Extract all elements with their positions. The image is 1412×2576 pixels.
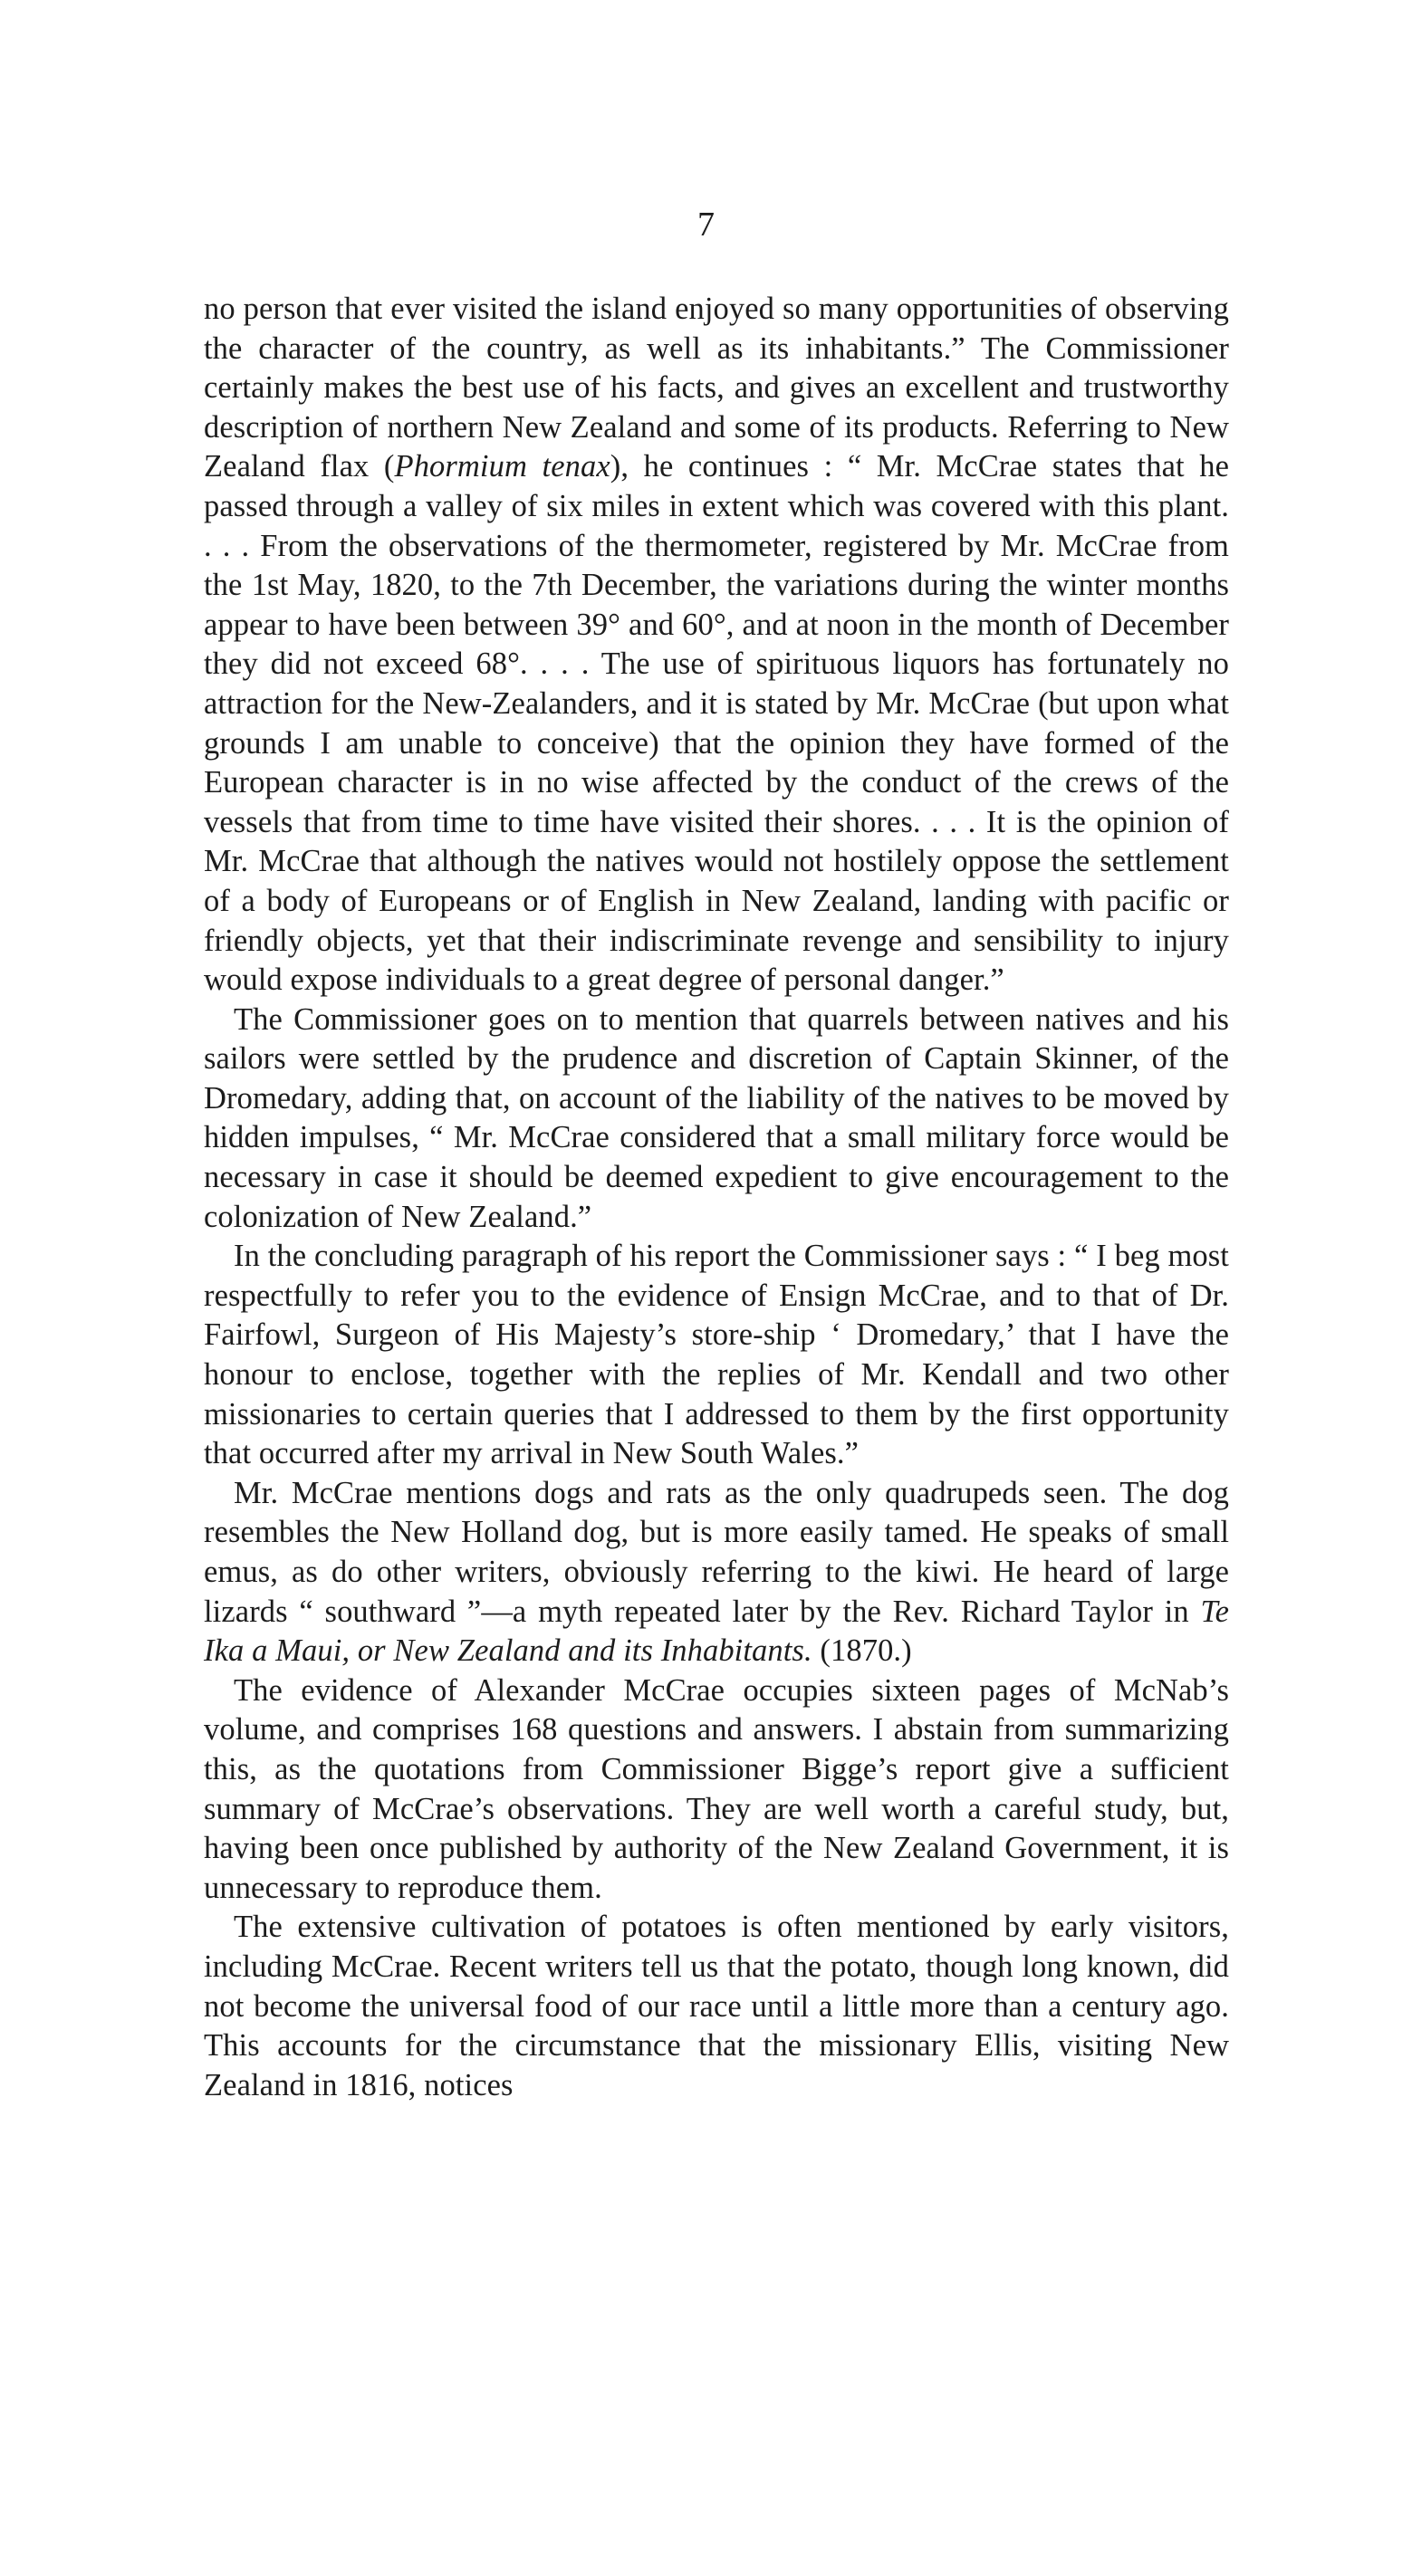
text-run: ), he continues : “ Mr. McCrae states that he passed through a valley of six miles in extent which was covered with this plant. . . . From the observations of the thermometer, registered by Mr. McCrae from the 1st May, 1820, to the 7th December, the variations during the winter months appear to have been between 39° and 60°, and at noon in the month of December they did not exceed 68°. . . . The use of spirituous liquors has fortunately no attraction for the New-Zealanders, and it is stated by Mr. McCrae (but upon what grounds I am unable to conceive) that the opinion they have formed of the European character is in no wise affected by the conduct of the crews of the vessels that from time to time have visited their shores. . . . It is the opinion of Mr. McCrae that although the natives would not hostilely oppose the settlement of a body of Europeans or of English in New Zealand, landing with pacific or friendly objects, yet that their indiscriminate revenge and sensibility to injury would expose individuals to a great degree of personal danger.” — [204, 449, 1229, 998]
paragraph — [204, 290, 1229, 1001]
text-run: no person that ever visited the island enjoyed so many opportunities of observing the character of the country, as well as its inhabitants.” The Commissioner certainly makes the best use of his facts, and gives an excellent and trustworthy description of northern New Zealand and some of its products. Referring to New Zealand flax ( — [204, 292, 1229, 484]
italic-text-run: Te Ika a Maui, or New Zealand and its Inhabitants. — [204, 1594, 1229, 1669]
paragraph — [204, 1001, 1229, 1238]
text-run: (1870.) — [812, 1633, 912, 1669]
paragraph — [204, 1237, 1229, 1474]
italic-text-run: Phormium tenax — [394, 449, 610, 484]
text-run: Mr. McCrae mentions dogs and rats as the only quadrupeds seen. The dog resembles the New Holland dog, but is more easily tamed. He speaks of small emus, as do other writers, obviously referring to the kiwi. He heard of large lizards “ southward ”—a myth repeated later by the Rev. Richard Taylor in — [204, 1475, 1229, 1629]
paragraph — [204, 1908, 1229, 2105]
text-run: The evidence of Alexander McCrae occupies sixteen pages of McNab’s volume, and comprises 168 questions and answers. I abstain from summarizing this, as the quotations from Commissioner Bigge’s report give a sufficient summary of McCrae’s observations. They are well worth a careful study, but, having been once published by authority of the New Zealand Government, it is unnecessary to reproduce them. — [204, 1672, 1229, 1905]
text-run: The extensive cultivation of potatoes is often mentioned by early visitors, including McCrae. Recent writers tell us that the potato, though long known, did not become the universal food of our race until a little more than a century ago. This accounts for the circumstance that the missionary Ellis, visiting New Zealand in 1816, notices — [204, 1910, 1229, 2102]
paragraph — [204, 1474, 1229, 1671]
paragraph — [204, 1671, 1229, 1909]
text-run: In the concluding paragraph of his report the Commissioner says : “ I beg most respectfully to refer you to the evidence of Ensign McCrae, and to that of Dr. Fairfowl, Surgeon of His Majesty’s store-ship ‘ Dromedary,’ that I have the honour to enclose, together with the replies of Mr. Kendall and two other missionaries to certain queries that I addressed to them by the first opportunity that occurred after my arrival in New South Wales.” — [204, 1239, 1229, 1471]
page-number: 7 — [697, 206, 715, 244]
text-body — [204, 290, 1229, 2105]
text-run: The Commissioner goes on to mention that quarrels between natives and his sailors were settled by the prudence and discretion of Captain Skinner, of the Dromedary, adding that, on account of the liability of the natives to be moved by hidden impulses, “ Mr. McCrae considered that a small military force would be necessary in case it should be deemed expedient to give encouragement to the colonization of New Zealand.” — [204, 1001, 1229, 1234]
